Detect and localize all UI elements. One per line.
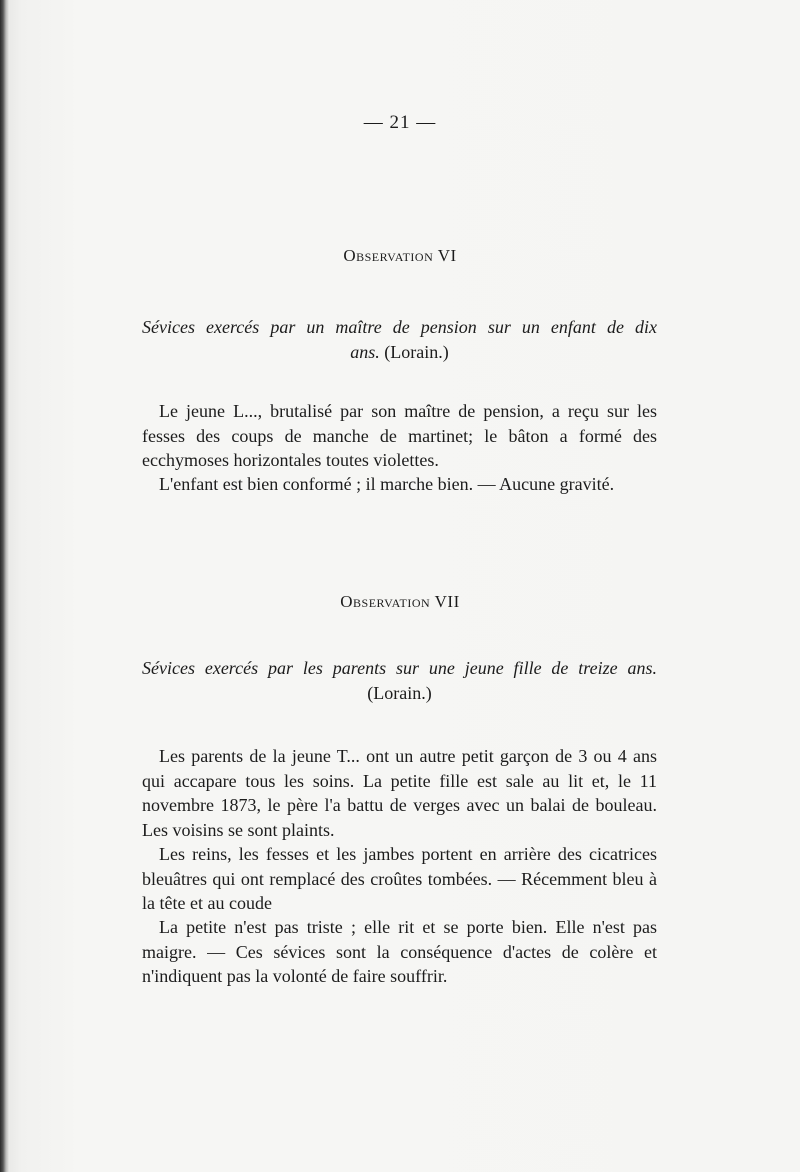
observation-6-title	[0, 246, 800, 266]
book-spine-edge	[0, 0, 9, 1172]
observation-7-title	[0, 592, 800, 612]
observation-7-title-word: bservation	[353, 592, 431, 611]
observation-7-paragraph-1: Les parents de la jeune T... ont un autre petit garçon de 3 ou 4 ans qui accapare tous les soins. La petite fille est sale au lit et, le 11 novembre 1873, le père l'a battu de verges avec un balai de bouleau. Les voisins se sont plaints.	[142, 746, 657, 840]
observation-6-source: (Lorain.)	[384, 342, 449, 362]
observation-6-subtitle	[142, 315, 657, 365]
observation-7-source: (Lorain.)	[367, 683, 432, 703]
observation-6-title-word: bservation	[356, 246, 434, 265]
observation-7-title-initial: O	[340, 592, 354, 611]
observation-6-paragraph-2: L'enfant est bien conformé ; il marche bien. — Aucune gravité.	[159, 474, 615, 494]
observation-6-title-initial: O	[343, 246, 357, 265]
observation-6-paragraph-1: Le jeune L..., brutalisé par son maître de pension, a reçu sur les fesses des coups de manche de martinet; le bâton a formé des ecchymoses horizontales toutes violettes.	[142, 401, 657, 470]
observation-7-subtitle	[142, 656, 657, 706]
observation-6-subtitle-end: ans.	[350, 342, 380, 362]
observation-7-title-numeral: VII	[434, 592, 460, 611]
observation-7-subtitle-line1: Sévices exercés par les parents sur une jeune fille de treize ans.	[142, 658, 657, 678]
observation-6-subtitle-line1: Sévices exercés par un maître de pension sur un enfant de dix	[142, 317, 657, 337]
observation-7-paragraph-2: Les reins, les fesses et les jambes portent en arrière des cicatrices bleuâtres qui ont remplacé des croûtes tombées. — Récemment bleu à la tête et au coude	[142, 844, 657, 913]
observation-6-title-numeral: VI	[437, 246, 457, 265]
page-number: — 21 —	[363, 112, 437, 133]
observation-6-subtitle-line2	[142, 340, 657, 365]
observation-7-paragraph-3: La petite n'est pas triste ; elle rit et se porte bien. Elle n'est pas maigre. — Ces sévices sont la conséquence d'actes de colère et n'indiquent pas la volonté de faire souffrir.	[142, 917, 657, 986]
